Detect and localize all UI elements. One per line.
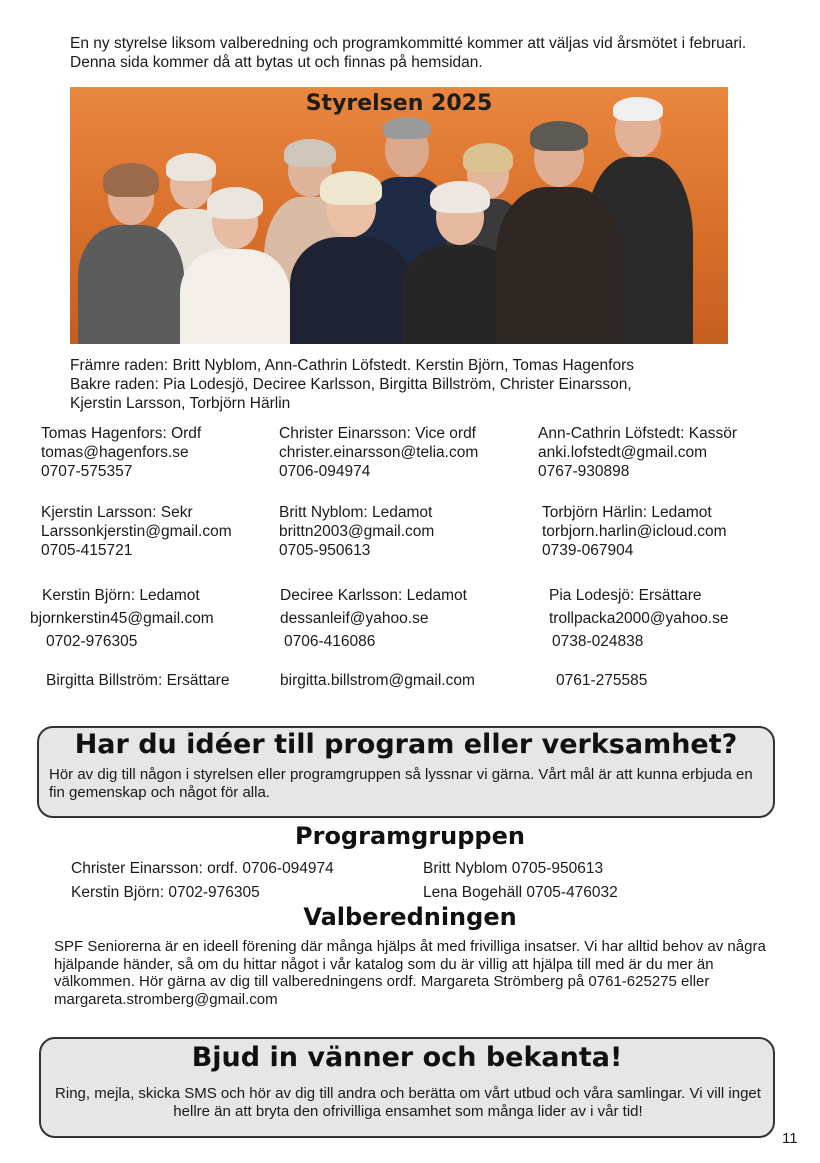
contact-email[interactable]: dessanleif@yahoo.se bbox=[280, 610, 429, 627]
contact-role: Pia Lodesjö: Ersättare bbox=[549, 587, 702, 604]
contact-phone: 0705-950613 bbox=[279, 542, 371, 559]
contact-role: Kerstin Björn: Ledamot bbox=[42, 587, 200, 604]
contact-phone: 0705-415721 bbox=[41, 542, 133, 559]
invite-text: Ring, mejla, skicka SMS och hör av dig till andra och berätta om vårt utbud och våra samlingar. Vi vill inget hellre än att bryta den ofrivilliga ensamhet som många lider av i vår tid! bbox=[55, 1085, 761, 1120]
contact-email[interactable]: brittn2003@gmail.com bbox=[279, 523, 435, 540]
contact-role: Christer Einarsson: Vice ordf bbox=[279, 425, 476, 442]
program-member: Lena Bogehäll 0705-476032 bbox=[423, 884, 618, 901]
contact-card bbox=[538, 424, 737, 481]
contact-phone: 0739-067904 bbox=[542, 542, 634, 559]
program-member: Kerstin Björn: 0702-976305 bbox=[71, 884, 260, 901]
contact-card bbox=[542, 503, 727, 560]
invite-box bbox=[39, 1037, 775, 1138]
valberedningen-text: SPF Seniorerna är en ideell förening där många hjälps åt med frivilliga insatser. Vi har alltid behov av några hjälpande händer, så om du hittar något i vår katalog som du är villig att hjälpa till med är du mer än välkommen. Hör gärna av dig till valberedningens ordf. Margareta Strömberg på 0761-625275 eller margareta.stromberg@gmail.com bbox=[54, 938, 766, 1008]
programgruppen-title: Programgruppen bbox=[295, 822, 525, 850]
contact-email[interactable]: anki.lofstedt@gmail.com bbox=[538, 444, 708, 461]
program-member: Britt Nyblom 0705-950613 bbox=[423, 860, 604, 877]
contact-email[interactable]: bjornkerstin45@gmail.com bbox=[30, 610, 214, 627]
ideas-title: Har du idéer till program eller verksamhet? bbox=[74, 729, 738, 760]
board-photo bbox=[70, 87, 728, 344]
contact-phone: 0702-976305 bbox=[46, 633, 138, 650]
contact-phone: 0707-575357 bbox=[41, 463, 133, 480]
contact-email[interactable]: trollpacka2000@yahoo.se bbox=[549, 610, 729, 627]
contact-role: Tomas Hagenfors: Ordf bbox=[41, 425, 202, 442]
photo-title: Styrelsen 2025 bbox=[305, 91, 493, 116]
contact-card bbox=[279, 503, 434, 560]
ideas-box bbox=[37, 726, 775, 818]
contact-card bbox=[41, 503, 232, 560]
contact-role: Kjerstin Larsson: Sekr bbox=[41, 504, 193, 521]
caption-back-row-cont: Kjerstin Larsson, Torbjörn Härlin bbox=[70, 395, 291, 412]
intro-text: En ny styrelse liksom valberedning och programkommitté kommer att väljas vid årsmötet i februari. Denna sida kommer då att bytas ut och finnas på hemsidan. bbox=[70, 35, 747, 71]
contact-phone: 0738-024838 bbox=[552, 633, 644, 650]
contact-card bbox=[279, 424, 478, 481]
valberedningen-title: Valberedningen bbox=[303, 903, 517, 931]
contact-role: Torbjörn Härlin: Ledamot bbox=[542, 504, 712, 521]
program-member: Christer Einarsson: ordf. 0706-094974 bbox=[71, 860, 334, 877]
contact-phone: 0706-416086 bbox=[284, 633, 376, 650]
contact-email[interactable]: christer.einarsson@telia.com bbox=[279, 444, 479, 461]
contact-card bbox=[280, 584, 467, 653]
ideas-text: Hör av dig till någon i styrelsen eller programgruppen så lyssnar vi gärna. Vårt mål är att kunna erbjuda en fin gemenskap och något för alla. bbox=[49, 766, 753, 801]
contact-phone: 0767-930898 bbox=[538, 463, 630, 480]
contact-card bbox=[30, 584, 214, 653]
contact-role: Deciree Karlsson: Ledamot bbox=[280, 587, 467, 604]
caption-back-row: Bakre raden: Pia Lodesjö, Deciree Karlsson, Birgitta Billström, Christer Einarsson, bbox=[70, 376, 632, 393]
photo-caption bbox=[70, 356, 770, 413]
invite-title: Bjud in vänner och bekanta! bbox=[191, 1042, 623, 1073]
contact-email[interactable]: birgitta.billstrom@gmail.com bbox=[280, 672, 475, 689]
contact-email[interactable]: torbjorn.harlin@icloud.com bbox=[542, 523, 727, 540]
contact-card bbox=[549, 584, 728, 653]
contact-phone: 0761-275585 bbox=[556, 672, 648, 689]
contact-email[interactable]: Larssonkjerstin@gmail.com bbox=[41, 523, 232, 540]
contact-role: Birgitta Billström: Ersättare bbox=[46, 672, 230, 689]
contact-role: Britt Nyblom: Ledamot bbox=[279, 504, 433, 521]
page-number: 11 bbox=[782, 1130, 798, 1147]
contact-card bbox=[41, 424, 201, 481]
contact-phone: 0706-094974 bbox=[279, 463, 371, 480]
contact-role: Ann-Cathrin Löfstedt: Kassör bbox=[538, 425, 738, 442]
contact-email[interactable]: tomas@hagenfors.se bbox=[41, 444, 189, 461]
caption-front-row: Främre raden: Britt Nyblom, Ann-Cathrin Löfstedt. Kerstin Björn, Tomas Hagenfors bbox=[70, 357, 634, 374]
